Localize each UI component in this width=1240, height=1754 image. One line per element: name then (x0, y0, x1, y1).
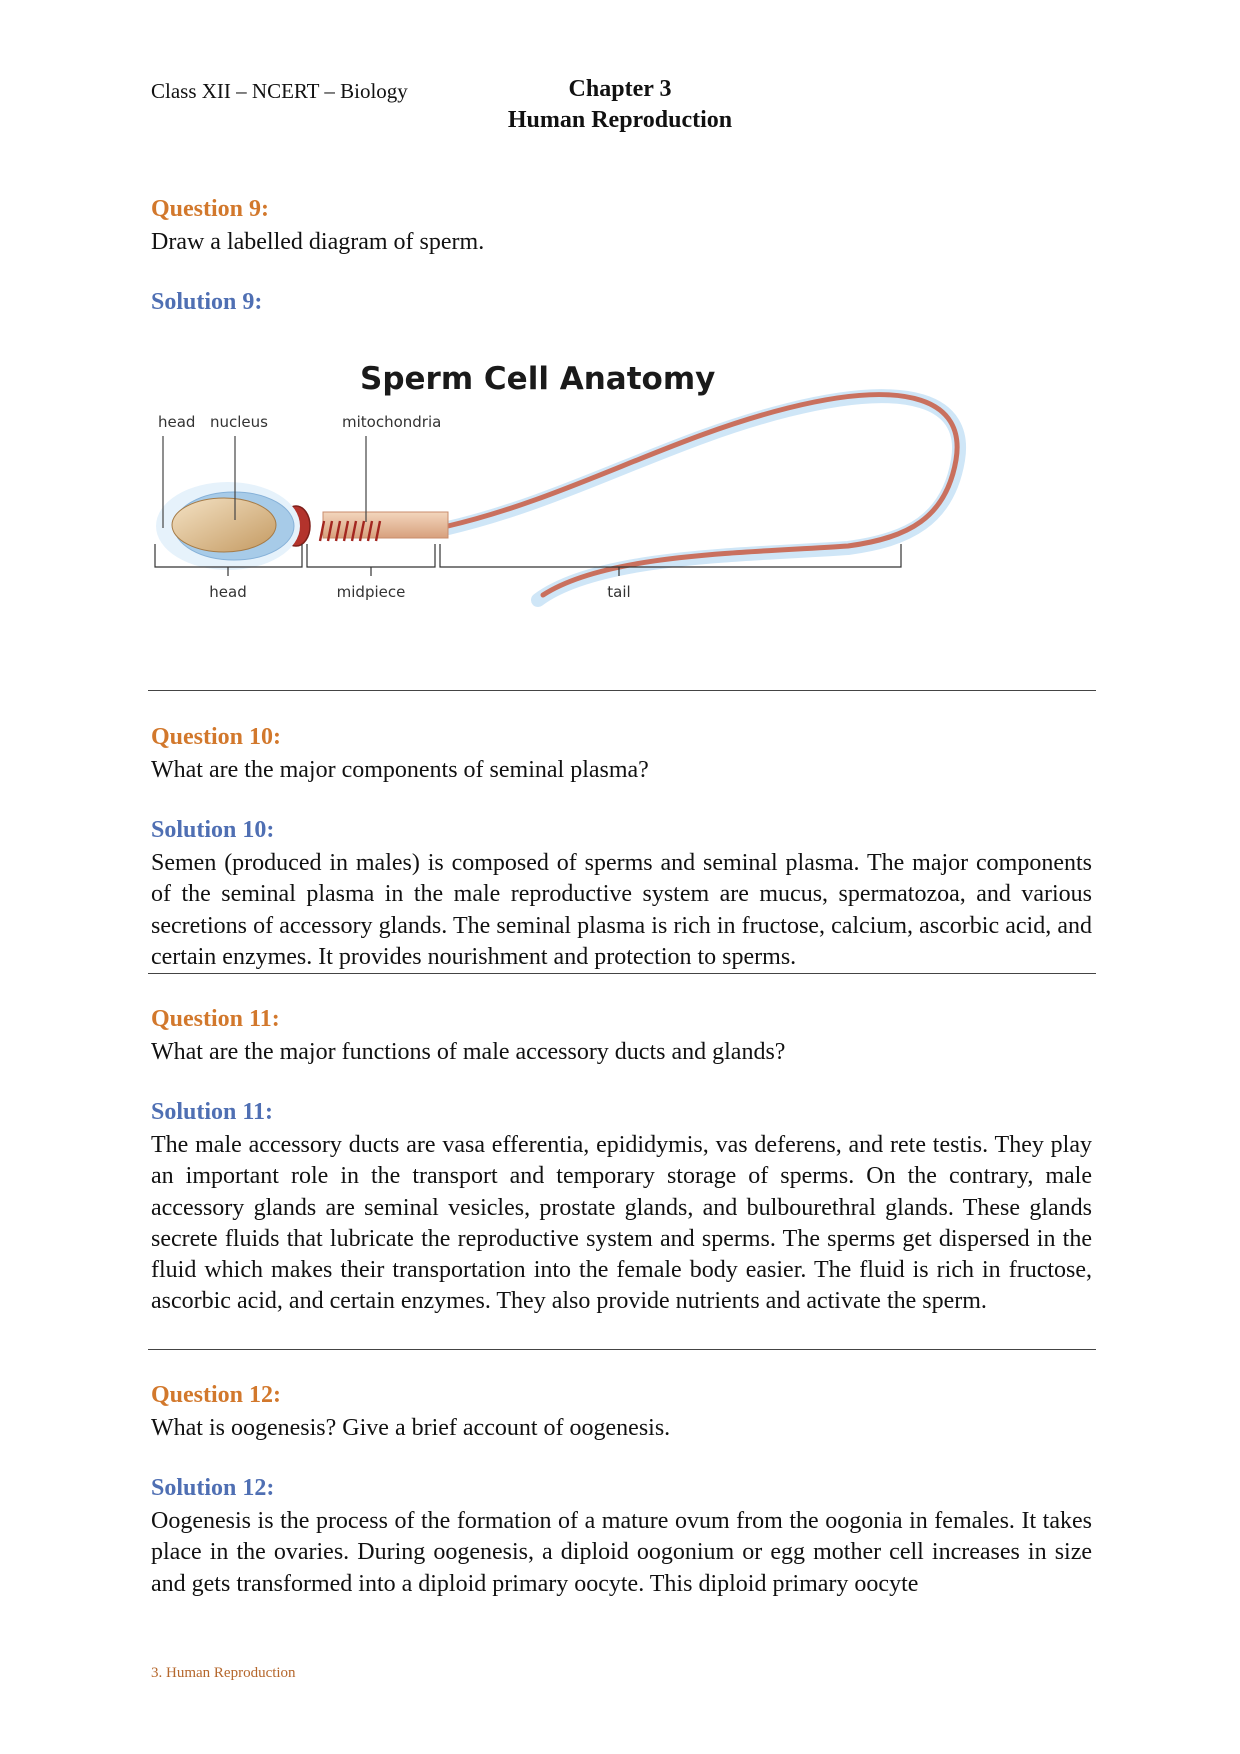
question-10-text: What are the major components of seminal plasma? (151, 757, 649, 783)
solution-10-label: Solution 10: (151, 817, 275, 843)
divider (148, 973, 1096, 974)
header-chapter-block (500, 74, 740, 136)
diagram-title: Sperm Cell Anatomy (360, 361, 716, 397)
label-head-bottom: head (209, 583, 247, 601)
solution-12-label: Solution 12: (151, 1475, 275, 1501)
label-tail: tail (607, 583, 631, 601)
question-12-text: What is oogenesis? Give a brief account of oogenesis. (151, 1415, 671, 1441)
chapter-number: Chapter 3 (568, 76, 672, 102)
solution-10-text: Semen (produced in males) is composed of sperms and seminal plasma. The major components of the seminal plasma in the male reproductive system are mucus, spermatozoa, and various secretions of accessory glands. The seminal plasma is rich in fructose, calcium, ascorbic acid, and certain enzymes. It provides nourishment and protection to sperms. (151, 850, 1092, 970)
question-9-label: Question 9: (151, 196, 270, 222)
header-subject: Class XII – NCERT – Biology (151, 79, 408, 103)
question-9-text: Draw a labelled diagram of sperm. (151, 229, 485, 255)
solution-11-label: Solution 11: (151, 1099, 274, 1125)
head-shape (172, 498, 276, 552)
midpiece-shape (323, 512, 448, 538)
solution-12-text: Oogenesis is the process of the formation of a mature ovum from the oogonia in females. It takes place in the ovaries. During oogenesis, a diploid oogonium or egg mother cell increases in size and gets transformed into a diploid primary oocyte. This diploid primary oocyte (151, 1508, 1092, 1597)
question-12-label: Question 12: (151, 1382, 282, 1408)
divider (148, 1349, 1096, 1350)
solution-11-text: The male accessory ducts are vasa efferentia, epididymis, vas deferens, and rete testis. They play an important role in the transport and temporary storage of sperms. On the contrary, male accessory glands are seminal vesicles, prostate glands, and bulbourethral glands. These glands secrete fluids that lubricate the reproductive system and sperms. The sperms get dispersed in the fluid which makes their transportation into the female body easier. The fluid is rich in fructose, ascorbic acid, and certain enzymes. They also provide nutrients and activate the sperm. (151, 1132, 1092, 1315)
sperm-cell-diagram (148, 350, 1108, 680)
question-10-label: Question 10: (151, 724, 282, 750)
tail-glow (448, 396, 959, 600)
solution-9-label: Solution 9: (151, 289, 263, 315)
bracket-midpiece (307, 544, 435, 576)
question-11-label: Question 11: (151, 1006, 280, 1032)
label-midpiece: midpiece (336, 583, 406, 601)
divider (148, 690, 1096, 691)
label-head-top: head (158, 413, 196, 431)
tail-shape (448, 395, 957, 595)
chapter-title: Human Reproduction (507, 107, 733, 133)
label-nucleus: nucleus (210, 413, 268, 431)
question-11-text: What are the major functions of male accessory ducts and glands? (151, 1039, 786, 1065)
page-footer: 3. Human Reproduction (151, 1665, 296, 1681)
label-mitochondria: mitochondria (342, 413, 442, 431)
